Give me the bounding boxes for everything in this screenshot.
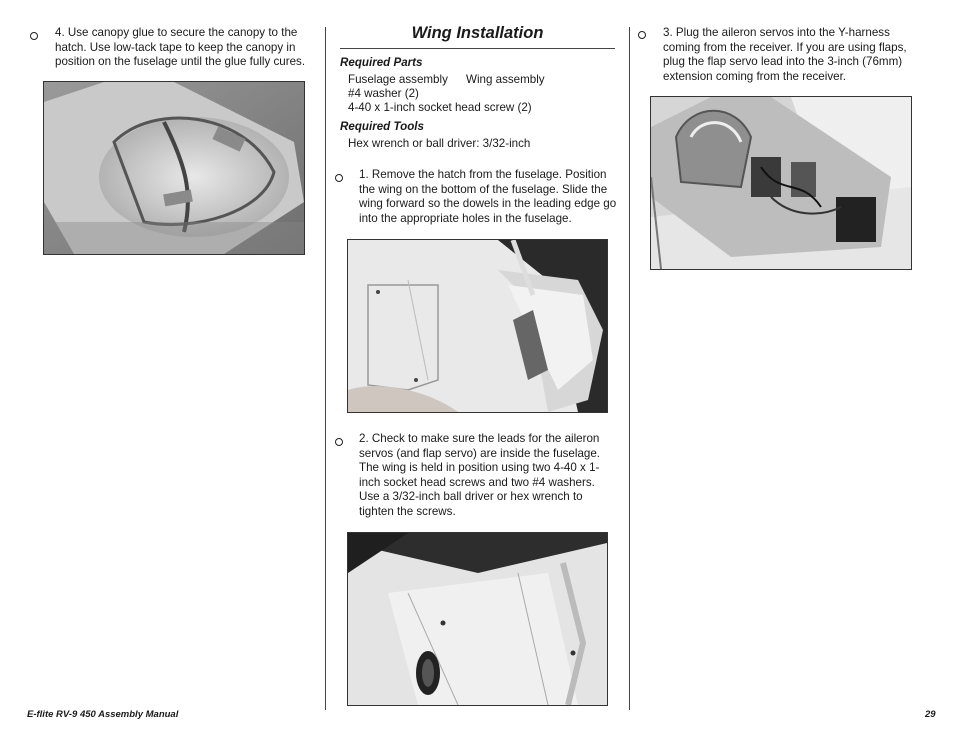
- required-parts-heading: Required Parts: [340, 56, 423, 69]
- photo-canopy: [43, 81, 305, 255]
- step2-text: 2. Check to make sure the leads for the aileron servos (and flap servo) are inside the fuselage. The wing is held in position using two 4-40 x 1-inch socket head screws and two #4 washers. Use a 3/32-inch ball driver or hex wrench to tighten the screws.: [359, 432, 601, 518]
- step1-text: 1. Remove the hatch from the fuselage. Position the wing on the bottom of the fuselage. Slide the wing forward so the dowels in the leading edge go into the appropriate holes in the fuselage.: [359, 168, 617, 225]
- checkbox-step4: [30, 32, 38, 40]
- step3-text: 3. Plug the aileron servos into the Y-harness coming from the receiver. If you are using flaps, plug the flap servo lead into the 3-inch (76mm) extension coming from the receiver.: [663, 26, 907, 83]
- checkbox-step2: [335, 438, 343, 446]
- part-fuselage: Fuselage assembly: [348, 73, 448, 86]
- photo-wing-screws: [347, 532, 608, 706]
- part-screw: 4-40 x 1-inch socket head screw (2): [348, 101, 532, 114]
- photo-wing-position: [347, 239, 608, 413]
- section-title: Wing Installation: [340, 24, 615, 49]
- part-washer: #4 washer (2): [348, 87, 419, 100]
- required-tools-heading: Required Tools: [340, 120, 424, 133]
- tool-hex-wrench: Hex wrench or ball driver: 3/32-inch: [348, 137, 531, 150]
- footer-manual-title: E-flite RV-9 450 Assembly Manual: [27, 709, 179, 720]
- step4-text: 4. Use canopy glue to secure the canopy to the hatch. Use low-tack tape to keep the canopy in position on the fuselage until the glue fully cures.: [55, 26, 306, 69]
- photo-servo-connections: [650, 96, 912, 270]
- checkbox-step1: [335, 174, 343, 182]
- part-wing: Wing assembly: [466, 73, 545, 86]
- column-divider-right: [629, 27, 630, 710]
- column-divider-left: [325, 27, 326, 710]
- page-number: 29: [925, 709, 936, 720]
- checkbox-step3: [638, 31, 646, 39]
